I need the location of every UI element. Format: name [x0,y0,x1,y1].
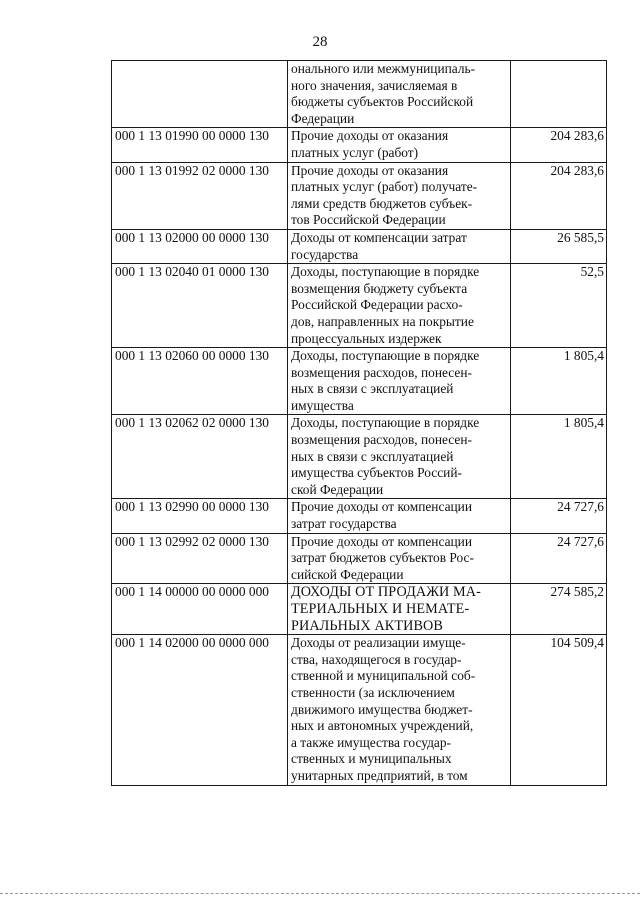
classification-code: 000 1 13 02000 00 0000 130 [112,229,288,263]
revenue-name [288,264,511,348]
table-row [112,348,607,415]
amount: 204 283,6 [511,128,607,162]
amount: 24 727,6 [511,533,607,584]
table-row [112,635,607,785]
revenue-name-line: ного значения, зачисляемая в [291,77,458,93]
revenue-name [288,348,511,415]
amount: 104 509,4 [511,635,607,785]
revenue-name-line: имущества [291,397,354,413]
table-row [112,499,607,533]
revenue-name [288,635,511,785]
revenue-name-line: Прочие доходы от компенсации [291,533,473,549]
revenue-name-line: лями средств бюджетов субъек- [291,195,473,211]
revenue-name-line: ственной и муниципальной соб- [291,668,476,684]
table-row [112,229,607,263]
table-row [112,415,607,499]
revenue-name-line: Российской Федерации расхо- [291,297,463,313]
amount: 24 727,6 [511,499,607,533]
revenue-name [288,61,511,128]
classification-code: 000 1 13 02992 02 0000 130 [112,533,288,584]
revenue-name-line: а также имущества государ- [291,734,451,750]
revenue-name-line: Доходы, поступающие в порядке [291,348,480,364]
revenue-name [288,128,511,162]
revenue-name [288,162,511,229]
table-row [112,61,607,128]
revenue-name-line: движимого имущества бюджет- [291,701,473,717]
revenue-name-line: возмещения бюджету субъекта [291,280,468,296]
revenue-name-line: затрат государства [291,516,397,532]
revenue-table [111,60,607,786]
revenue-name-line: Доходы, поступающие в порядке [291,415,480,431]
revenue-name [288,229,511,263]
revenue-name-line: Доходы, поступающие в порядке [291,264,480,280]
revenue-name-line: Прочие доходы от оказания [291,162,449,178]
revenue-name-line: Прочие доходы от компенсации [291,499,473,515]
amount [511,61,607,128]
table-row [112,584,607,635]
revenue-name-line: Доходы от компенсации затрат [291,229,467,245]
amount: 274 585,2 [511,584,607,635]
revenue-name-line: ных в связи с эксплуатацией [291,448,454,464]
revenue-name-line: тов Российской Федерации [291,212,446,228]
classification-code: 000 1 13 02040 01 0000 130 [112,264,288,348]
revenue-name-line: ской Федерации [291,481,384,497]
classification-code: 000 1 13 02060 00 0000 130 [112,348,288,415]
revenue-table-body [112,61,607,786]
revenue-name [288,584,511,635]
revenue-name-line: ных в связи с эксплуатацией [291,381,454,397]
revenue-name-line: возмещения расходов, понесен- [291,432,472,448]
revenue-name-line: дов, направленных на покрытие [291,313,474,329]
revenue-name-line: ственных и муниципальных [291,751,452,767]
revenue-name-line: Федерации [291,110,355,126]
table-row [112,162,607,229]
revenue-name-line: процессуальных издержек [291,330,442,346]
amount: 204 283,6 [511,162,607,229]
revenue-name-line: бюджеты субъектов Российской [291,94,474,110]
page-number: 28 [312,34,328,50]
table-row [112,264,607,348]
amount: 1 805,4 [511,348,607,415]
revenue-name [288,415,511,499]
revenue-name-line: РИАЛЬНЫХ АКТИВОВ [291,617,443,634]
revenue-name-line: ных и автономных учреждений, [291,718,474,734]
amount: 26 585,5 [511,229,607,263]
table-row [112,533,607,584]
revenue-name [288,533,511,584]
revenue-name-line: ДОХОДЫ ОТ ПРОДАЖИ МА- [291,584,481,601]
revenue-name-line: ства, находящегося в государ- [291,651,462,667]
revenue-name [288,499,511,533]
revenue-name-line: государства [291,246,359,262]
classification-code: 000 1 14 02000 00 0000 000 [112,635,288,785]
revenue-name-line: ТЕРИАЛЬНЫХ И НЕМАТЕ- [291,601,470,617]
revenue-name-line: Доходы от реализации имуще- [291,635,466,651]
amount: 52,5 [511,264,607,348]
classification-code: 000 1 13 01990 00 0000 130 [112,128,288,162]
classification-code [112,61,288,128]
revenue-name-line: возмещения расходов, понесен- [291,364,472,380]
revenue-name-line: унитарных предприятий, в том [291,767,468,783]
revenue-name-line: платных услуг (работ) [291,144,419,160]
revenue-name-line: имущества субъектов Россий- [291,465,462,481]
revenue-name-line: платных услуг (работ) получате- [291,179,478,195]
revenue-name-line: сийской Федерации [291,566,404,582]
classification-code: 000 1 13 01992 02 0000 130 [112,162,288,229]
revenue-name-line: затрат бюджетов субъектов Рос- [291,550,474,566]
revenue-name-line: онального или межмуниципаль- [291,61,476,76]
amount: 1 805,4 [511,415,607,499]
revenue-name-line: Прочие доходы от оказания [291,128,449,144]
table-row [112,128,607,162]
classification-code: 000 1 13 02990 00 0000 130 [112,499,288,533]
classification-code: 000 1 13 02062 02 0000 130 [112,415,288,499]
classification-code: 000 1 14 00000 00 0000 000 [112,584,288,635]
revenue-name-line: ственности (за исключением [291,684,455,700]
scan-edge-line [0,893,640,894]
